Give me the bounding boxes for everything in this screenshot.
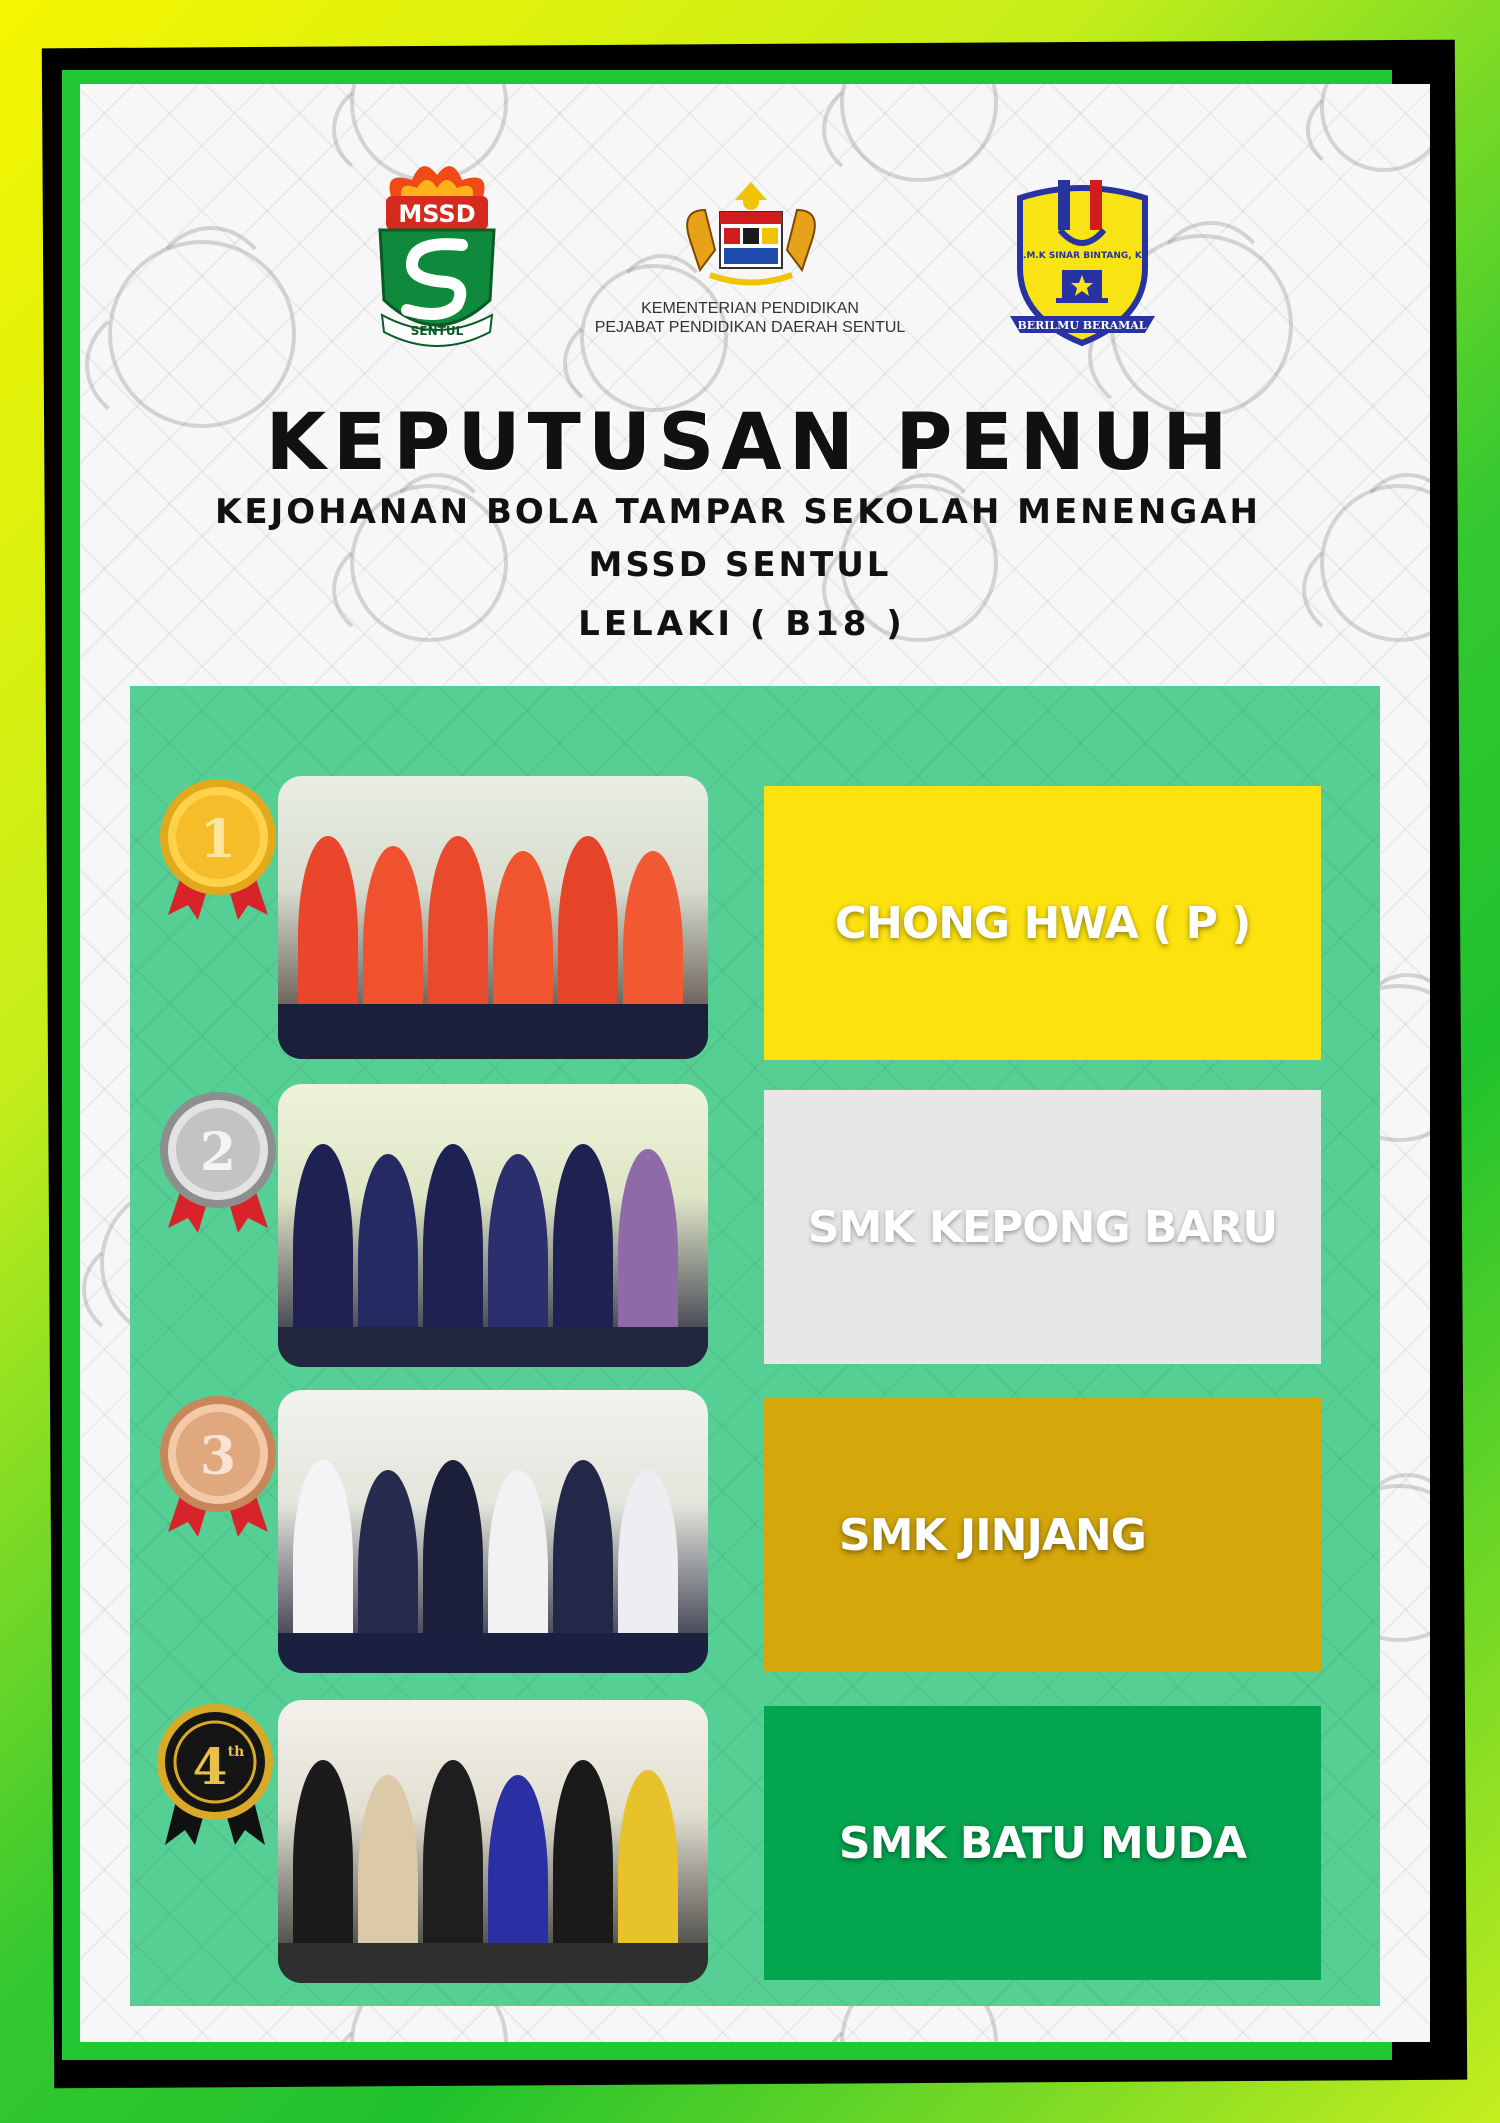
team-name-4th: SMK BATU MUDA <box>838 1817 1247 1869</box>
subtitle-line-2: MSSD SENTUL <box>588 545 892 585</box>
ministry-line-1: KEMENTERIAN PENDIDIKAN <box>641 300 859 317</box>
team-name-3rd: SMK JINJANG <box>839 1509 1146 1561</box>
logo-school-motto: BERILMU BERAMAL <box>1017 319 1147 332</box>
gold-medal-number: 1 <box>199 809 237 870</box>
result-box-4th <box>764 1706 1321 1980</box>
ministry-line-2: PEJABAT PENDIDIKAN DAERAH SENTUL <box>594 319 906 336</box>
team-photo-1 <box>278 776 708 1059</box>
team-photo-4 <box>278 1700 708 1983</box>
malaysia-coat-of-arms-icon <box>680 180 822 290</box>
bronze-medal-icon <box>148 1392 288 1542</box>
smk-sinar-bintang-logo <box>1010 178 1155 348</box>
main-title: KEPUTUSAN PENUH <box>265 398 1235 488</box>
subtitle-line-3: LELAKI ( B18 ) <box>578 604 906 644</box>
fourth-place-suffix: th <box>227 1744 245 1760</box>
team-photo-2 <box>278 1084 708 1367</box>
volleyball-bg-icon <box>840 84 998 182</box>
fourth-place-badge-icon <box>150 1700 290 1850</box>
mssd-sentul-logo <box>372 160 502 355</box>
logo-school-name: S.M.K SINAR BINTANG, KL <box>1016 251 1148 261</box>
silver-medal-icon <box>148 1088 288 1238</box>
volleyball-bg-icon <box>1320 84 1430 172</box>
team-photo-3 <box>278 1390 708 1673</box>
ministry-name <box>560 299 940 337</box>
team-name-2nd: SMK KEPONG BARU <box>807 1201 1278 1253</box>
team-name-1st: CHONG HWA ( P ) <box>834 897 1251 949</box>
gold-medal-icon <box>148 775 288 925</box>
subtitle-line-1: KEJOHANAN BOLA TAMPAR SEKOLAH MENENGAH <box>215 492 1261 532</box>
result-box-1st <box>764 786 1321 1060</box>
fourth-place-number: 4 <box>192 1737 228 1796</box>
silver-medal-number: 2 <box>199 1122 237 1183</box>
result-box-3rd <box>764 1398 1321 1672</box>
result-box-2nd <box>764 1090 1321 1364</box>
logo-sentul-ribbon: SENTUL <box>410 324 464 338</box>
bronze-medal-number: 3 <box>199 1426 237 1487</box>
logo-mssd-text: MSSD <box>398 200 476 228</box>
